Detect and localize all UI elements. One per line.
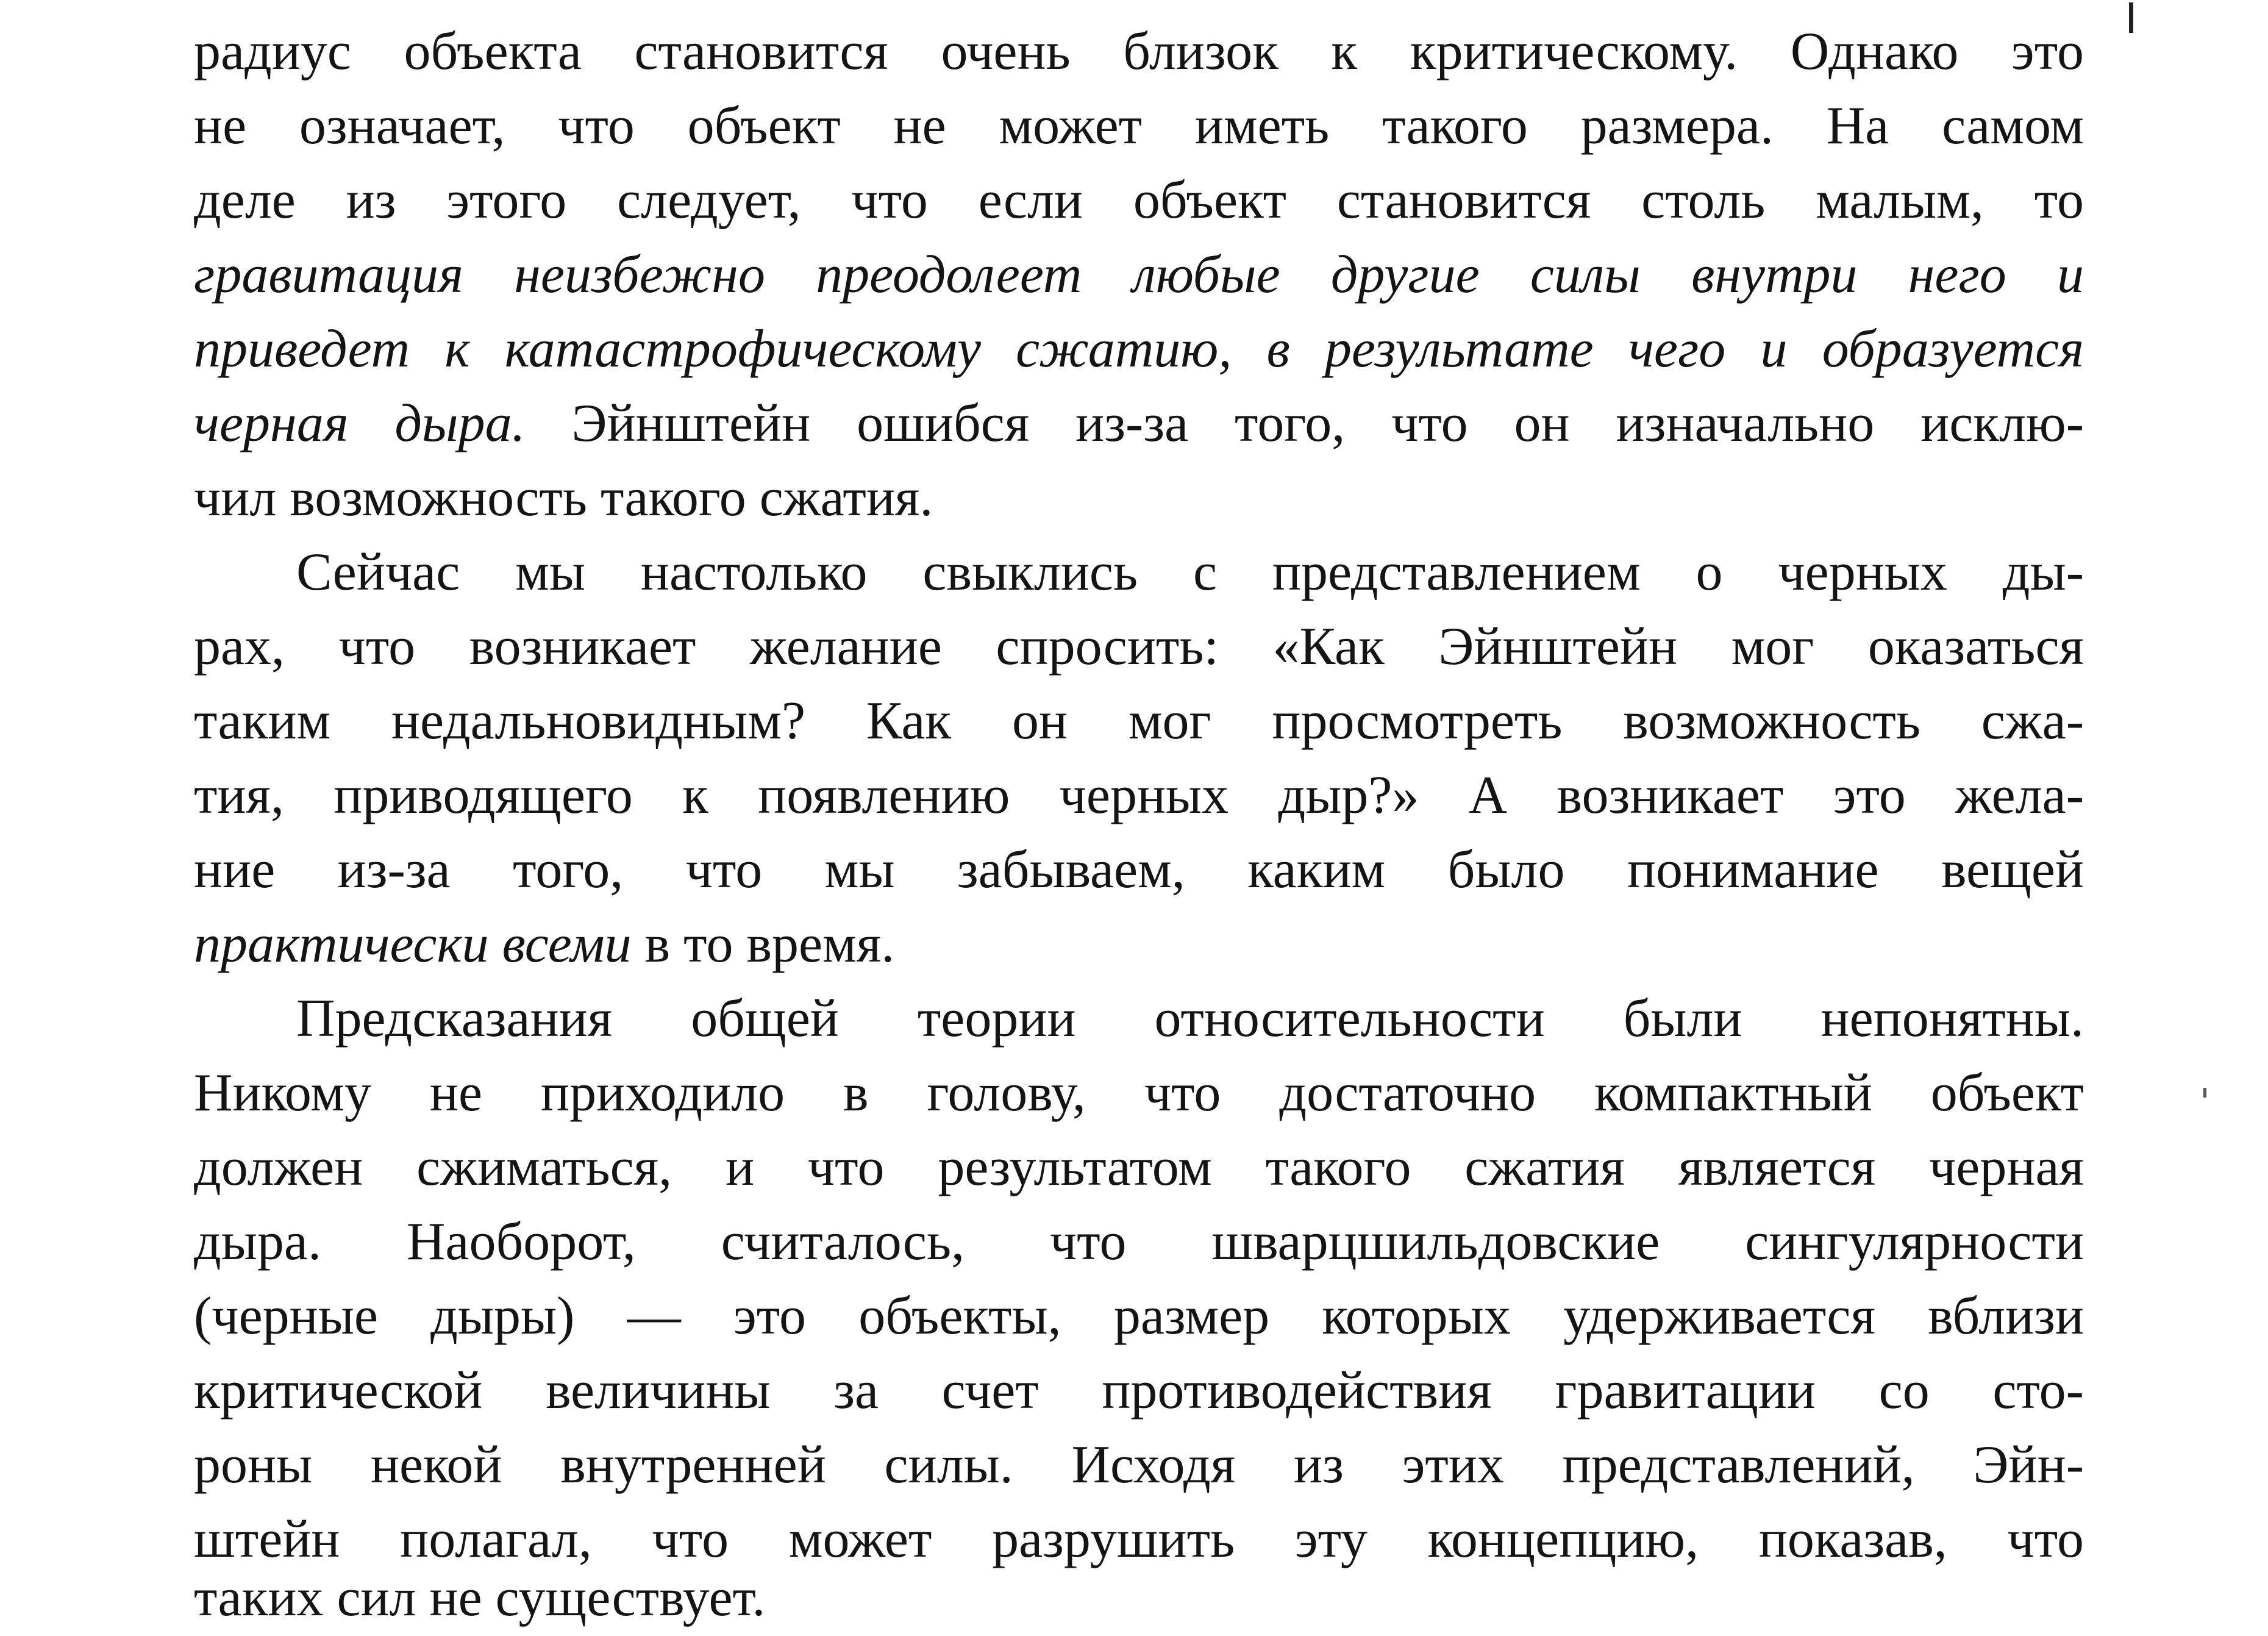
text-run: не означает, что объект не может иметь такого размера. На самом xyxy=(194,96,2084,155)
text-line xyxy=(194,684,2084,759)
text-run: Предсказания общей теории относительности были непонятны. xyxy=(296,989,2084,1048)
italic-text-run: приведет к катастрофическому сжатию, в результате чего и образуется xyxy=(194,320,2084,379)
text-line xyxy=(296,535,2084,610)
text-run: Никому не приходило в голову, что достаточно компактный объект xyxy=(194,1063,2084,1123)
text-line xyxy=(194,907,2084,982)
text-line xyxy=(194,1561,2084,1635)
text-line xyxy=(194,1131,2084,1205)
text-run: критической величины за счет противодействия гравитации со сто- xyxy=(194,1361,2084,1420)
text-line xyxy=(194,89,2084,163)
text-run: штейн полагал, что может разрушить эту концепцию, показав, что xyxy=(194,1510,2084,1569)
text-line xyxy=(194,1279,2084,1354)
text-run: ние из-за того, что мы забываем, каким было понимание вещей xyxy=(194,840,2084,899)
text-line xyxy=(194,833,2084,907)
text-line xyxy=(194,1428,2084,1502)
text-line xyxy=(194,759,2084,833)
text-run: чил возможность такого сжатия. xyxy=(194,468,933,527)
text-run: тия, приводящего к появлению черных дыр?» А возникает это жела- xyxy=(194,766,2084,825)
text-line xyxy=(194,163,2084,238)
text-run: Эйнштейн ошибся из-за того, что он изначально исклю- xyxy=(525,394,2084,453)
text-line xyxy=(194,15,2084,89)
text-run: (черные дыры) — это объекты, размер которых удерживается вблизи xyxy=(194,1287,2084,1346)
text-run: Сейчас мы настолько свыклись с представлением о черных ды- xyxy=(296,543,2084,602)
text-line xyxy=(194,461,2084,535)
edge-mark xyxy=(2129,2,2133,33)
text-line xyxy=(296,982,2084,1056)
text-line xyxy=(194,238,2084,312)
text-run: должен сжиматься, и что результатом такого сжатия является черная xyxy=(194,1138,2084,1197)
text-line xyxy=(194,610,2084,684)
text-line xyxy=(194,1354,2084,1428)
text-run: дыра. Наоборот, считалось, что шварцшильдовские сингулярности xyxy=(194,1212,2084,1271)
italic-text-run: практически всеми xyxy=(194,915,632,974)
text-run: деле из этого следует, что если объект становится столь малым, то xyxy=(194,171,2084,230)
text-line xyxy=(194,1056,2084,1131)
text-run: радиус объекта становится очень близок к критическому. Однако это xyxy=(194,22,2084,81)
scan-speck xyxy=(2203,1088,2206,1098)
italic-text-run: гравитация неизбежно преодолеет любые другие силы внутри него и xyxy=(194,245,2084,304)
text-line xyxy=(194,312,2084,387)
text-run: таким недальновидным? Как он мог просмотреть возможность сжа- xyxy=(194,691,2084,751)
text-run: в то время. xyxy=(631,915,895,974)
text-line xyxy=(194,387,2084,461)
text-run: рах, что возникает желание спросить: «Как Эйнштейн мог оказаться xyxy=(194,617,2084,676)
text-run: роны некой внутренней силы. Исходя из этих представлений, Эйн- xyxy=(194,1435,2084,1495)
italic-text-run: черная дыра. xyxy=(194,394,526,453)
text-run: таких сил не существует. xyxy=(194,1568,766,1627)
text-line xyxy=(194,1205,2084,1279)
